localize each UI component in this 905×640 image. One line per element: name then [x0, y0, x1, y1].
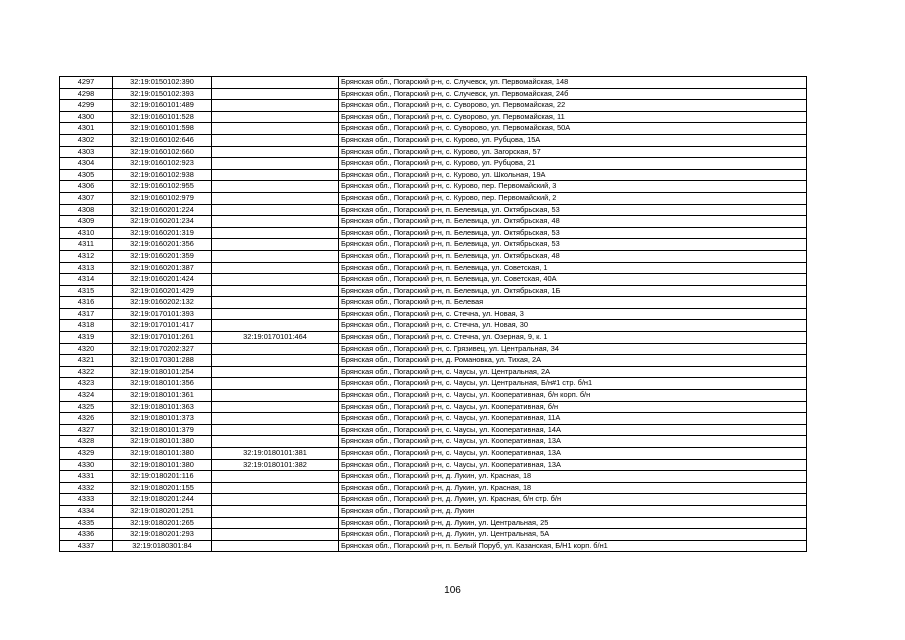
table-row	[60, 401, 807, 413]
cadastral-number-cell: 32:19:0180201:251	[113, 505, 212, 517]
row-number-cell: 4332	[60, 482, 113, 494]
cadastral-number-cell: 32:19:0180301:84	[113, 540, 212, 552]
address-cell: Брянская обл., Погарский р-н, д. Лукин	[339, 505, 807, 517]
row-number-cell: 4313	[60, 262, 113, 274]
related-cadastral-number-cell	[212, 471, 339, 483]
row-number-cell: 4298	[60, 88, 113, 100]
address-cell: Брянская обл., Погарский р-н, п. Белевица, ул. Советская, 40А	[339, 274, 807, 286]
cadastral-number-cell: 32:19:0180101:254	[113, 366, 212, 378]
row-number-cell: 4319	[60, 332, 113, 344]
cadastral-number-cell: 32:19:0160101:489	[113, 100, 212, 112]
address-cell: Брянская обл., Погарский р-н, с. Курово, ул. Рубцова, 21	[339, 158, 807, 170]
row-number-cell: 4328	[60, 436, 113, 448]
address-cell: Брянская обл., Погарский р-н, д. Лукин, ул. Центральная, 5А	[339, 529, 807, 541]
cadastral-number-cell: 32:19:0180101:363	[113, 401, 212, 413]
table-row	[60, 378, 807, 390]
table-row	[60, 390, 807, 402]
related-cadastral-number-cell: 32:19:0180101:381	[212, 448, 339, 460]
table-row	[60, 100, 807, 112]
address-cell: Брянская обл., Погарский р-н, с. Курово, ул. Загорская, 57	[339, 146, 807, 158]
cadastral-number-cell: 32:19:0160201:319	[113, 227, 212, 239]
row-number-cell: 4318	[60, 320, 113, 332]
related-cadastral-number-cell	[212, 250, 339, 262]
property-register-table	[59, 76, 807, 552]
related-cadastral-number-cell	[212, 204, 339, 216]
address-cell: Брянская обл., Погарский р-н, п. Белевица, ул. Октябрьская, 48	[339, 216, 807, 228]
related-cadastral-number-cell	[212, 285, 339, 297]
related-cadastral-number-cell	[212, 343, 339, 355]
row-number-cell: 4324	[60, 390, 113, 402]
address-cell: Брянская обл., Погарский р-н, п. Белевица, ул. Октябрьская, 53	[339, 204, 807, 216]
address-cell: Брянская обл., Погарский р-н, с. Чаусы, ул. Кооперативная, 13А	[339, 459, 807, 471]
row-number-cell: 4299	[60, 100, 113, 112]
table-row	[60, 192, 807, 204]
related-cadastral-number-cell	[212, 134, 339, 146]
related-cadastral-number-cell	[212, 424, 339, 436]
table-row	[60, 459, 807, 471]
related-cadastral-number-cell	[212, 297, 339, 309]
address-cell: Брянская обл., Погарский р-н, с. Стечна, ул. Новая, 3	[339, 308, 807, 320]
cadastral-number-cell: 32:19:0160101:598	[113, 123, 212, 135]
address-cell: Брянская обл., Погарский р-н, с. Чаусы, ул. Кооперативная, б/н корп. б/н	[339, 390, 807, 402]
cadastral-number-cell: 32:19:0180101:380	[113, 436, 212, 448]
related-cadastral-number-cell	[212, 413, 339, 425]
address-cell: Брянская обл., Погарский р-н, с. Чаусы, ул. Кооперативная, б/н	[339, 401, 807, 413]
table-row	[60, 355, 807, 367]
table-row	[60, 529, 807, 541]
table-row	[60, 134, 807, 146]
table-row	[60, 285, 807, 297]
cadastral-number-cell: 32:19:0170101:417	[113, 320, 212, 332]
related-cadastral-number-cell	[212, 308, 339, 320]
address-cell: Брянская обл., Погарский р-н, с. Стечна, ул. Новая, 30	[339, 320, 807, 332]
row-number-cell: 4315	[60, 285, 113, 297]
address-cell: Брянская обл., Погарский р-н, п. Белевица, ул. Советская, 1	[339, 262, 807, 274]
related-cadastral-number-cell	[212, 517, 339, 529]
cadastral-number-cell: 32:19:0160102:646	[113, 134, 212, 146]
cadastral-number-cell: 32:19:0160201:387	[113, 262, 212, 274]
row-number-cell: 4334	[60, 505, 113, 517]
address-cell: Брянская обл., Погарский р-н, с. Суворово, ул. Первомайская, 22	[339, 100, 807, 112]
row-number-cell: 4317	[60, 308, 113, 320]
row-number-cell: 4323	[60, 378, 113, 390]
cadastral-number-cell: 32:19:0180201:265	[113, 517, 212, 529]
table-row	[60, 436, 807, 448]
table-row	[60, 239, 807, 251]
row-number-cell: 4305	[60, 169, 113, 181]
related-cadastral-number-cell	[212, 77, 339, 89]
address-cell: Брянская обл., Погарский р-н, с. Чаусы, ул. Кооперативная, 14А	[339, 424, 807, 436]
related-cadastral-number-cell	[212, 239, 339, 251]
table-row	[60, 471, 807, 483]
related-cadastral-number-cell	[212, 529, 339, 541]
related-cadastral-number-cell	[212, 216, 339, 228]
related-cadastral-number-cell	[212, 436, 339, 448]
related-cadastral-number-cell	[212, 540, 339, 552]
address-cell: Брянская обл., Погарский р-н, п. Белый Поруб, ул. Казанская, Б/Н1 корп. б/н1	[339, 540, 807, 552]
table-row	[60, 158, 807, 170]
row-number-cell: 4297	[60, 77, 113, 89]
page-number: 106	[444, 585, 461, 596]
table-row	[60, 482, 807, 494]
address-cell: Брянская обл., Погарский р-н, с. Курово, пер. Первомайский, 2	[339, 192, 807, 204]
address-cell: Брянская обл., Погарский р-н, с. Чаусы, ул. Кооперативная, 13А	[339, 448, 807, 460]
address-cell: Брянская обл., Погарский р-н, п. Белевая	[339, 297, 807, 309]
related-cadastral-number-cell	[212, 192, 339, 204]
table-row	[60, 424, 807, 436]
address-cell: Брянская обл., Погарский р-н, д. Романовка, ул. Тихая, 2А	[339, 355, 807, 367]
row-number-cell: 4301	[60, 123, 113, 135]
address-cell: Брянская обл., Погарский р-н, с. Суворово, ул. Первомайская, 50А	[339, 123, 807, 135]
table-row	[60, 297, 807, 309]
table-body	[60, 77, 807, 552]
row-number-cell: 4314	[60, 274, 113, 286]
table-row	[60, 494, 807, 506]
table-row	[60, 308, 807, 320]
cadastral-number-cell: 32:19:0180201:244	[113, 494, 212, 506]
row-number-cell: 4330	[60, 459, 113, 471]
cadastral-number-cell: 32:19:0180101:356	[113, 378, 212, 390]
row-number-cell: 4325	[60, 401, 113, 413]
table-row	[60, 366, 807, 378]
cadastral-number-cell: 32:19:0160201:356	[113, 239, 212, 251]
related-cadastral-number-cell: 32:19:0170101:464	[212, 332, 339, 344]
cadastral-number-cell: 32:19:0180101:379	[113, 424, 212, 436]
cadastral-number-cell: 32:19:0160102:938	[113, 169, 212, 181]
row-number-cell: 4309	[60, 216, 113, 228]
address-cell: Брянская обл., Погарский р-н, с. Чаусы, ул. Центральная, 2А	[339, 366, 807, 378]
address-cell: Брянская обл., Погарский р-н, д. Лукин, ул. Красная, 18	[339, 482, 807, 494]
related-cadastral-number-cell	[212, 227, 339, 239]
table-row	[60, 262, 807, 274]
address-cell: Брянская обл., Погарский р-н, п. Белевица, ул. Октябрьская, 48	[339, 250, 807, 262]
address-cell: Брянская обл., Погарский р-н, п. Белевица, ул. Октябрьская, 1Б	[339, 285, 807, 297]
cadastral-number-cell: 32:19:0160201:424	[113, 274, 212, 286]
address-cell: Брянская обл., Погарский р-н, д. Лукин, ул. Красная, 18	[339, 471, 807, 483]
address-cell: Брянская обл., Погарский р-н, п. Белевица, ул. Октябрьская, 53	[339, 239, 807, 251]
cadastral-number-cell: 32:19:0170101:261	[113, 332, 212, 344]
cadastral-number-cell: 32:19:0170202:327	[113, 343, 212, 355]
cadastral-number-cell: 32:19:0160201:359	[113, 250, 212, 262]
cadastral-number-cell: 32:19:0180101:380	[113, 448, 212, 460]
table-row	[60, 250, 807, 262]
table-row	[60, 111, 807, 123]
table-row	[60, 332, 807, 344]
related-cadastral-number-cell: 32:19:0180101:382	[212, 459, 339, 471]
address-cell: Брянская обл., Погарский р-н, д. Лукин, ул. Центральная, 25	[339, 517, 807, 529]
table-row	[60, 274, 807, 286]
row-number-cell: 4329	[60, 448, 113, 460]
row-number-cell: 4303	[60, 146, 113, 158]
address-cell: Брянская обл., Погарский р-н, с. Стечна, ул. Озерная, 9, к. 1	[339, 332, 807, 344]
table-row	[60, 204, 807, 216]
cadastral-number-cell: 32:19:0150102:390	[113, 77, 212, 89]
row-number-cell: 4311	[60, 239, 113, 251]
address-cell: Брянская обл., Погарский р-н, с. Курово, ул. Школьная, 19А	[339, 169, 807, 181]
cadastral-number-cell: 32:19:0160102:979	[113, 192, 212, 204]
table-row	[60, 169, 807, 181]
table-row	[60, 448, 807, 460]
related-cadastral-number-cell	[212, 366, 339, 378]
row-number-cell: 4322	[60, 366, 113, 378]
row-number-cell: 4331	[60, 471, 113, 483]
cadastral-number-cell: 32:19:0150102:393	[113, 88, 212, 100]
related-cadastral-number-cell	[212, 401, 339, 413]
address-cell: Брянская обл., Погарский р-н, с. Курово, ул. Рубцова, 15А	[339, 134, 807, 146]
row-number-cell: 4336	[60, 529, 113, 541]
row-number-cell: 4306	[60, 181, 113, 193]
cadastral-number-cell: 32:19:0180201:293	[113, 529, 212, 541]
related-cadastral-number-cell	[212, 123, 339, 135]
related-cadastral-number-cell	[212, 181, 339, 193]
related-cadastral-number-cell	[212, 100, 339, 112]
cadastral-number-cell: 32:19:0160102:923	[113, 158, 212, 170]
cadastral-number-cell: 32:19:0180201:155	[113, 482, 212, 494]
row-number-cell: 4333	[60, 494, 113, 506]
address-cell: Брянская обл., Погарский р-н, с. Чаусы, ул. Кооперативная, 13А	[339, 436, 807, 448]
cadastral-number-cell: 32:19:0180101:361	[113, 390, 212, 402]
table-row	[60, 343, 807, 355]
row-number-cell: 4316	[60, 297, 113, 309]
table-row	[60, 146, 807, 158]
table-row	[60, 540, 807, 552]
row-number-cell: 4308	[60, 204, 113, 216]
related-cadastral-number-cell	[212, 262, 339, 274]
cadastral-number-cell: 32:19:0170301:288	[113, 355, 212, 367]
row-number-cell: 4321	[60, 355, 113, 367]
cadastral-number-cell: 32:19:0160201:224	[113, 204, 212, 216]
row-number-cell: 4302	[60, 134, 113, 146]
address-cell: Брянская обл., Погарский р-н, с. Случевск, ул. Первомайская, 148	[339, 77, 807, 89]
table-row	[60, 77, 807, 89]
table-row	[60, 216, 807, 228]
related-cadastral-number-cell	[212, 505, 339, 517]
related-cadastral-number-cell	[212, 169, 339, 181]
related-cadastral-number-cell	[212, 88, 339, 100]
related-cadastral-number-cell	[212, 111, 339, 123]
row-number-cell: 4320	[60, 343, 113, 355]
related-cadastral-number-cell	[212, 274, 339, 286]
cadastral-number-cell: 32:19:0180201:116	[113, 471, 212, 483]
row-number-cell: 4307	[60, 192, 113, 204]
cadastral-number-cell: 32:19:0160102:955	[113, 181, 212, 193]
address-cell: Брянская обл., Погарский р-н, с. Суворово, ул. Первомайская, 11	[339, 111, 807, 123]
row-number-cell: 4327	[60, 424, 113, 436]
table-row	[60, 413, 807, 425]
cadastral-number-cell: 32:19:0180101:373	[113, 413, 212, 425]
related-cadastral-number-cell	[212, 146, 339, 158]
related-cadastral-number-cell	[212, 320, 339, 332]
row-number-cell: 4300	[60, 111, 113, 123]
table-row	[60, 181, 807, 193]
address-cell: Брянская обл., Погарский р-н, с. Случевск, ул. Первомайская, 24б	[339, 88, 807, 100]
address-cell: Брянская обл., Погарский р-н, с. Чаусы, ул. Кооперативная, 11А	[339, 413, 807, 425]
address-cell: Брянская обл., Погарский р-н, с. Грязивец, ул. Центральная, 34	[339, 343, 807, 355]
related-cadastral-number-cell	[212, 158, 339, 170]
row-number-cell: 4304	[60, 158, 113, 170]
related-cadastral-number-cell	[212, 355, 339, 367]
row-number-cell: 4337	[60, 540, 113, 552]
cadastral-number-cell: 32:19:0160102:660	[113, 146, 212, 158]
related-cadastral-number-cell	[212, 482, 339, 494]
table-row	[60, 88, 807, 100]
related-cadastral-number-cell	[212, 378, 339, 390]
table-row	[60, 123, 807, 135]
row-number-cell: 4335	[60, 517, 113, 529]
cadastral-number-cell: 32:19:0160101:528	[113, 111, 212, 123]
cadastral-number-cell: 32:19:0180101:380	[113, 459, 212, 471]
address-cell: Брянская обл., Погарский р-н, с. Чаусы, ул. Центральная, Б/н#1 стр. б/н1	[339, 378, 807, 390]
address-cell: Брянская обл., Погарский р-н, п. Белевица, ул. Октябрьская, 53	[339, 227, 807, 239]
table-row	[60, 320, 807, 332]
cadastral-number-cell: 32:19:0160201:429	[113, 285, 212, 297]
address-cell: Брянская обл., Погарский р-н, с. Курово, пер. Первомайский, 3	[339, 181, 807, 193]
row-number-cell: 4312	[60, 250, 113, 262]
table-row	[60, 227, 807, 239]
related-cadastral-number-cell	[212, 494, 339, 506]
cadastral-number-cell: 32:19:0160202:132	[113, 297, 212, 309]
row-number-cell: 4310	[60, 227, 113, 239]
cadastral-number-cell: 32:19:0160201:234	[113, 216, 212, 228]
table-row	[60, 517, 807, 529]
table-row	[60, 505, 807, 517]
cadastral-number-cell: 32:19:0170101:393	[113, 308, 212, 320]
address-cell: Брянская обл., Погарский р-н, д. Лукин, ул. Красная, б/н стр. б/н	[339, 494, 807, 506]
related-cadastral-number-cell	[212, 390, 339, 402]
row-number-cell: 4326	[60, 413, 113, 425]
